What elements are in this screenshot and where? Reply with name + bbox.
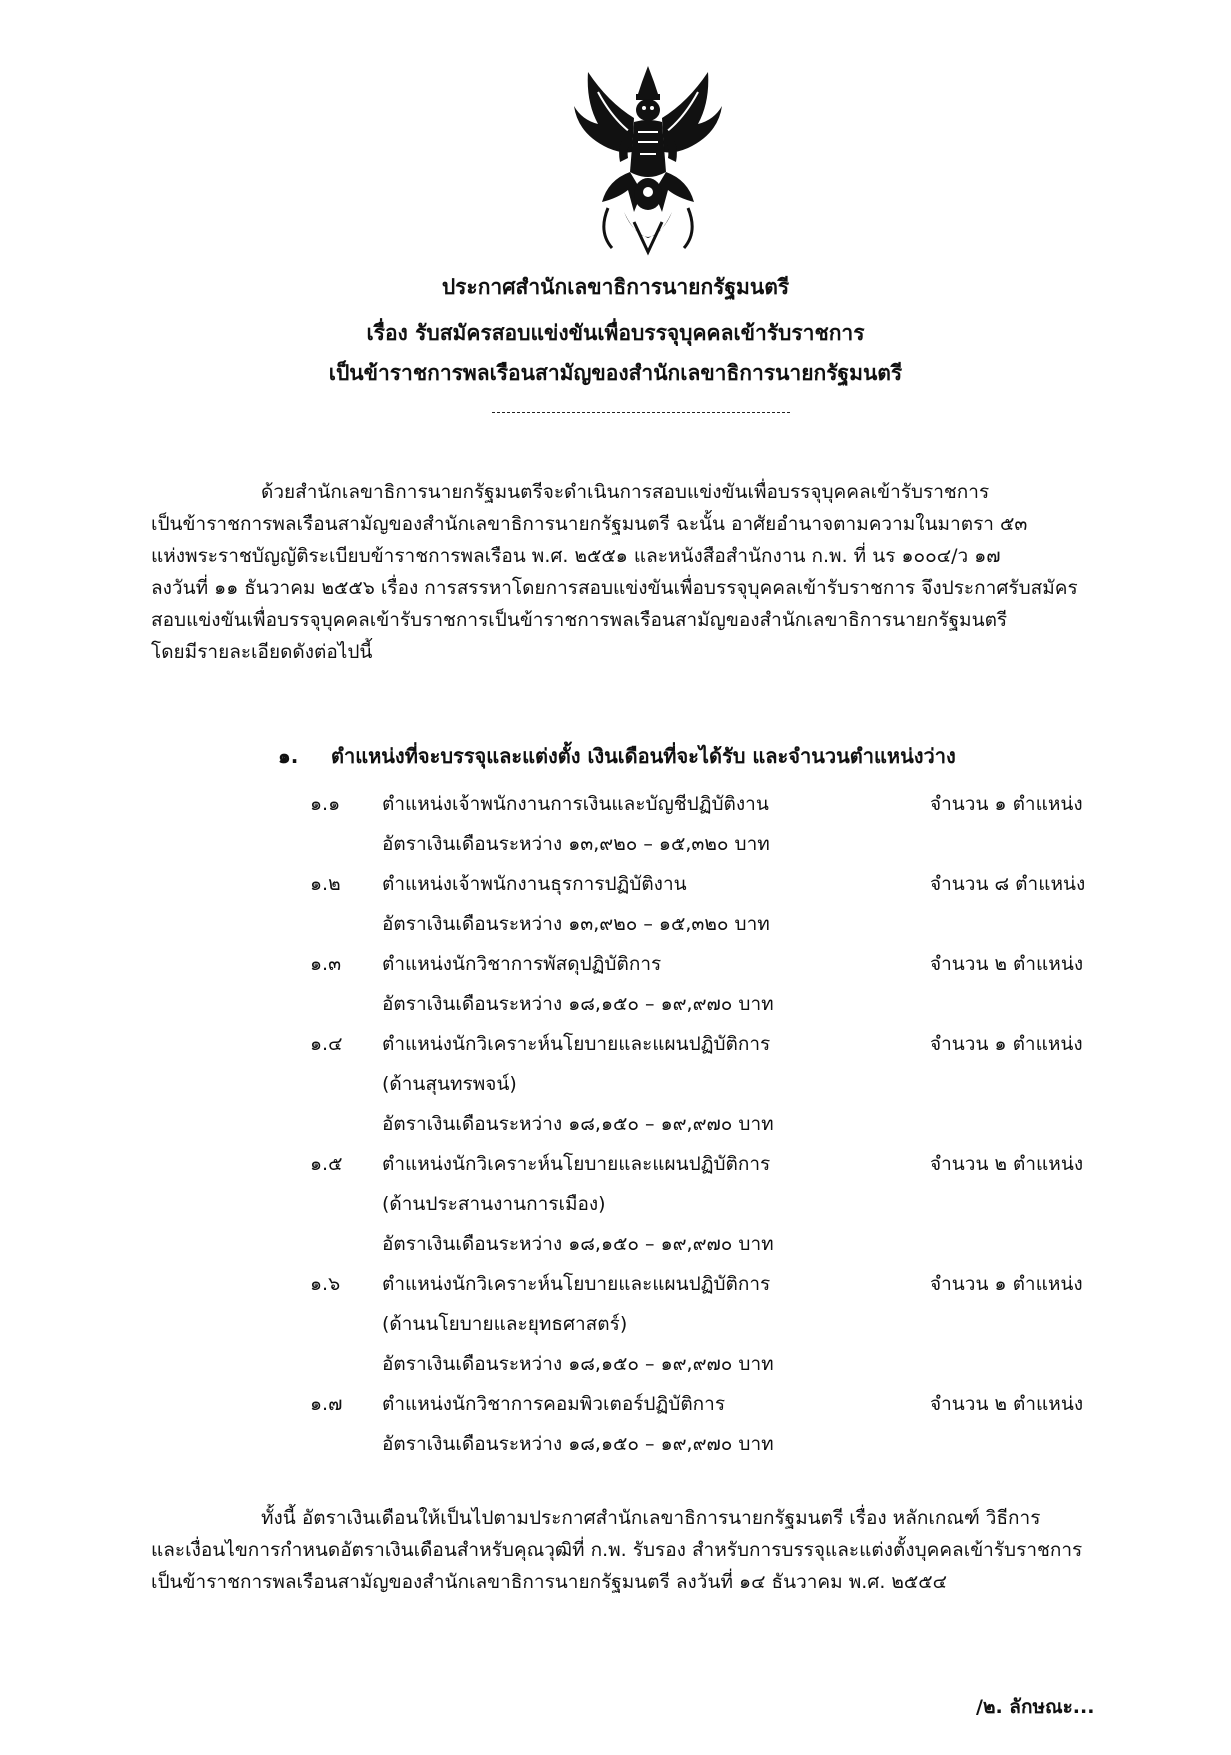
announcement-subject-line2: เป็นข้าราชการพลเรือนสามัญของสำนักเลขาธิการนายกรัฐมนตรี (328, 361, 903, 385)
closing-line: เป็นข้าราชการพลเรือนสามัญของสำนักเลขาธิการนายกรัฐมนตรี ลงวันที่ ๑๔ ธันวาคม พ.ศ. ๒๕๕๔ (151, 1571, 948, 1593)
announcement-subject: เรื่อง รับสมัครสอบแข่งขันเพื่อบรรจุบุคคลเข้ารับราชการ (366, 321, 865, 345)
position-detail: (ด้านประสานงานการเมือง) (382, 1193, 606, 1215)
intro-line: เป็นข้าราชการพลเรือนสามัญของสำนักเลขาธิการนายกรัฐมนตรี ฉะนั้น อาศัยอำนาจตามความในมาตรา ๕๓ (151, 513, 1028, 535)
position-list (310, 784, 1160, 1464)
position-number: ๑.๔ (310, 1033, 343, 1055)
intro-line: แห่งพระราชบัญญัติระเบียบข้าราชการพลเรือน พ.ศ. ๒๕๕๑ และหนังสือสำนักงาน ก.พ. ที่ นร ๑๐๐๔/ว ๑๗ (151, 545, 1001, 567)
position-salary: อัตราเงินเดือนระหว่าง ๑๓,๙๒๐ – ๑๕,๓๒๐ บาท (382, 913, 770, 935)
position-item (310, 1024, 1160, 1144)
position-salary: อัตราเงินเดือนระหว่าง ๑๘,๑๕๐ – ๑๙,๙๗๐ บาท (382, 993, 774, 1015)
position-number: ๑.๕ (310, 1153, 343, 1175)
position-name: ตำแหน่งนักวิเคราะห์นโยบายและแผนปฏิบัติการ (382, 1033, 771, 1055)
page-continuation: /๒. ลักษณะ... (976, 1696, 1095, 1718)
intro-line: ลงวันที่ ๑๑ ธันวาคม ๒๕๕๖ เรื่อง การสรรหาโดยการสอบแข่งขันเพื่อบรรจุบุคคลเข้ารับราชการ จึงประกาศรับสมัคร (151, 577, 1078, 599)
closing-line: ทั้งนี้ อัตราเงินเดือนให้เป็นไปตามประกาศสำนักเลขาธิการนายกรัฐมนตรี เรื่อง หลักเกณฑ์ วิธีการ (261, 1507, 1041, 1529)
position-count: จำนวน ๑ ตำแหน่ง (930, 1273, 1083, 1295)
intro-paragraph (151, 476, 1143, 668)
position-count: จำนวน ๒ ตำแหน่ง (930, 953, 1084, 975)
intro-line: ด้วยสำนักเลขาธิการนายกรัฐมนตรีจะดำเนินการสอบแข่งขันเพื่อบรรจุบุคคลเข้ารับราชการ (261, 481, 990, 503)
section-number: ๑. (278, 744, 299, 768)
garuda-emblem-icon (568, 62, 728, 260)
position-item (310, 1264, 1160, 1384)
title-divider (492, 412, 790, 413)
position-number: ๑.๑ (310, 793, 341, 815)
position-count: จำนวน ๒ ตำแหน่ง (930, 1153, 1084, 1175)
position-detail: (ด้านสุนทรพจน์) (382, 1073, 517, 1095)
position-item (310, 784, 1160, 864)
position-number: ๑.๒ (310, 873, 341, 895)
position-number: ๑.๓ (310, 953, 342, 975)
position-salary: อัตราเงินเดือนระหว่าง ๑๘,๑๕๐ – ๑๙,๙๗๐ บาท (382, 1433, 774, 1455)
position-item (310, 1384, 1160, 1464)
position-item (310, 1144, 1160, 1264)
closing-paragraph (151, 1502, 1143, 1598)
position-salary: อัตราเงินเดือนระหว่าง ๑๘,๑๕๐ – ๑๙,๙๗๐ บาท (382, 1353, 774, 1375)
position-name: ตำแหน่งเจ้าพนักงานการเงินและบัญชีปฏิบัติงาน (382, 793, 769, 815)
position-item (310, 944, 1160, 1024)
position-number: ๑.๖ (310, 1273, 341, 1295)
position-name: ตำแหน่งนักวิเคราะห์นโยบายและแผนปฏิบัติการ (382, 1153, 771, 1175)
section-title: ตำแหน่งที่จะบรรจุและแต่งตั้ง เงินเดือนที่จะได้รับ และจำนวนตำแหน่งว่าง (330, 744, 956, 768)
position-count: จำนวน ๑ ตำแหน่ง (930, 1033, 1083, 1055)
position-count: จำนวน ๑ ตำแหน่ง (930, 793, 1083, 815)
position-name: ตำแหน่งเจ้าพนักงานธุรการปฏิบัติงาน (382, 873, 687, 895)
position-salary: อัตราเงินเดือนระหว่าง ๑๓,๙๒๐ – ๑๕,๓๒๐ บาท (382, 833, 770, 855)
section-1-heading (278, 740, 956, 772)
position-salary: อัตราเงินเดือนระหว่าง ๑๘,๑๕๐ – ๑๙,๙๗๐ บาท (382, 1233, 774, 1255)
intro-line: สอบแข่งขันเพื่อบรรจุบุคคลเข้ารับราชการเป็นข้าราชการพลเรือนสามัญของสำนักเลขาธิการนายกรัฐมนตรี (151, 609, 1008, 631)
position-detail: (ด้านนโยบายและยุทธศาสตร์) (382, 1313, 628, 1335)
position-item (310, 864, 1160, 944)
position-name: ตำแหน่งนักวิชาการพัสดุปฏิบัติการ (382, 953, 662, 975)
position-salary: อัตราเงินเดือนระหว่าง ๑๘,๑๕๐ – ๑๙,๙๗๐ บาท (382, 1113, 774, 1135)
position-count: จำนวน ๘ ตำแหน่ง (930, 873, 1086, 895)
intro-line: โดยมีรายละเอียดดังต่อไปนี้ (151, 641, 373, 663)
position-count: จำนวน ๒ ตำแหน่ง (930, 1393, 1084, 1415)
position-number: ๑.๗ (310, 1393, 343, 1415)
position-name: ตำแหน่งนักวิชาการคอมพิวเตอร์ปฏิบัติการ (382, 1393, 726, 1415)
position-name: ตำแหน่งนักวิเคราะห์นโยบายและแผนปฏิบัติการ (382, 1273, 771, 1295)
closing-line: และเงื่อนไขการกำหนดอัตราเงินเดือนสำหรับคุณวุฒิที่ ก.พ. รับรอง สำหรับการบรรจุและแต่งตั้งบุคคลเข้ารับราชการ (151, 1539, 1083, 1561)
announcement-title: ประกาศสำนักเลขาธิการนายกรัฐมนตรี (441, 275, 790, 299)
